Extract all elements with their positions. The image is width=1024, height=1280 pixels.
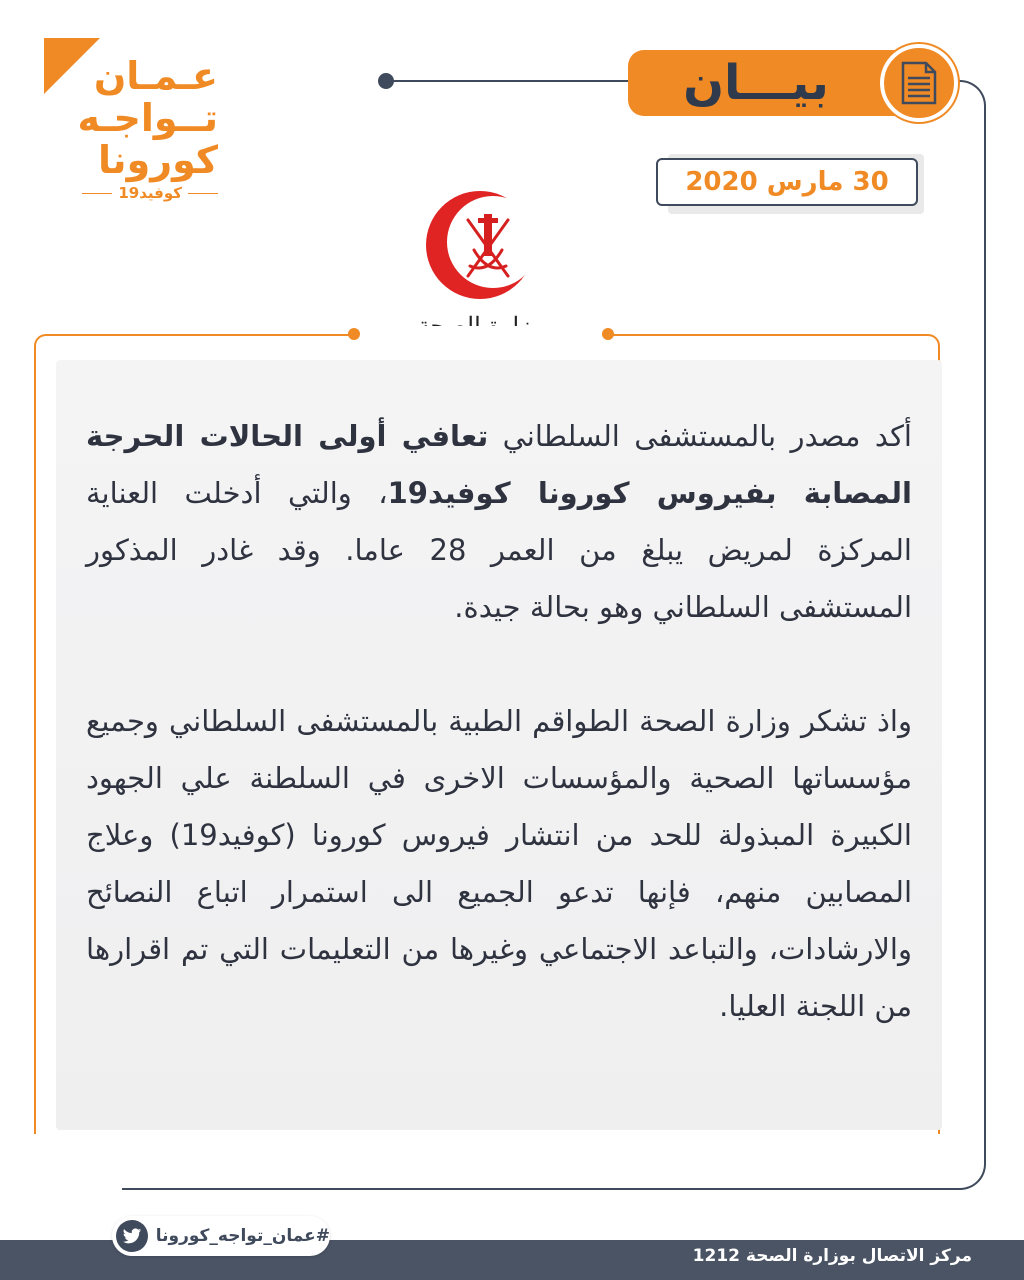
campaign-logo — [44, 38, 224, 208]
campaign-line-1: عـمـان — [93, 54, 218, 98]
statement-paragraph-2: واذ تشكر وزارة الصحة الطواقم الطبية بالمستشفى السلطاني وجميع مؤسساتها الصحية والمؤسسات الاخرى في السلطنة علي الجهود الكبيرة المبذولة للحد من انتشار فيروس كورونا (كوفيد19) وعلاج المصابين منهم، فإنها تدعو الجميع الى استمرار اتباع النصائح والارشادات، والتباعد الاجتماعي وغيرها من التعليمات التي تم اقرارها من اللجنة العليا. — [86, 704, 912, 1023]
document-badge — [880, 44, 958, 122]
twitter-icon-badge — [116, 1220, 148, 1252]
frame-gap — [356, 326, 608, 342]
hotline-text: مركز الاتصال بوزارة الصحة 1212 — [692, 1246, 972, 1266]
campaign-hashtag: #عمان_تواجه_كورونا — [155, 1226, 330, 1246]
twitter-icon — [122, 1228, 142, 1245]
document-icon — [900, 61, 938, 105]
bottom-rule — [122, 1188, 962, 1190]
hashtag-pill[interactable] — [112, 1216, 330, 1256]
campaign-line-3: كورونا — [98, 138, 218, 182]
date-box — [656, 158, 918, 206]
campaign-subtitle: كوفيد19 — [82, 184, 218, 202]
frame-dot-right — [602, 328, 614, 340]
right-frame-line — [940, 80, 986, 1190]
p1-highlight: تعافي أولى الحالات الحرجة المصابة بفيروس كورونا كوفيد19 — [86, 419, 912, 510]
frame-dot-left — [348, 328, 360, 340]
top-rule-dot — [378, 73, 394, 89]
statement-date: 30 مارس 2020 — [685, 167, 889, 197]
statement-paragraph-1 — [86, 408, 912, 636]
statement-body — [86, 408, 912, 1035]
p1-intro: أكد مصدر بالمستشفى السلطاني — [488, 419, 912, 453]
page-title: بيـــان — [683, 55, 829, 111]
p1-rest: ، والتي أدخلت العناية المركزة لمريض يبلغ من العمر 28 عاما. وقد غادر المذكور المستشفى السلطاني وهو بحالة جيدة. — [86, 476, 912, 624]
top-rule — [388, 80, 638, 82]
campaign-line-2: تــواجـه — [77, 96, 218, 140]
oman-emblem-icon — [400, 190, 560, 310]
